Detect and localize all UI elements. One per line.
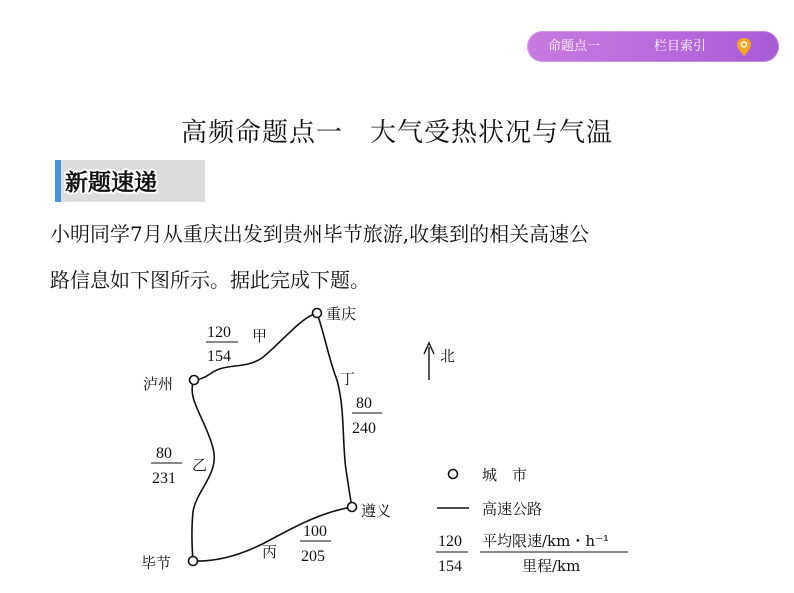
bing-speed: 100 bbox=[303, 523, 327, 540]
yi-distance: 231 bbox=[152, 470, 176, 487]
question-line-1: 小明同学7月从重庆出发到贵州毕节旅游,收集到的相关高速公 bbox=[50, 222, 590, 246]
bing-distance: 205 bbox=[301, 548, 325, 565]
ding-segment-name: 丁 bbox=[340, 370, 356, 388]
city-marker-chongqing bbox=[313, 309, 322, 318]
section-tag-label: 新题速递 bbox=[65, 170, 157, 196]
nav-topic-link[interactable]: 命题点一 bbox=[548, 39, 601, 54]
legend-distance-label: 里程/km bbox=[522, 557, 581, 575]
city-label-zunyi: 遵义 bbox=[361, 502, 392, 520]
jia-speed: 120 bbox=[207, 324, 231, 341]
north-label: 北 bbox=[440, 347, 456, 365]
bing-segment-name: 丙 bbox=[262, 543, 278, 561]
ding-speed: 80 bbox=[356, 395, 372, 412]
city-label-chongqing: 重庆 bbox=[326, 305, 357, 323]
page-title: 高频命题点一 大气受热状况与气温 bbox=[180, 118, 613, 148]
question-line-2: 路信息如下图所示。据此完成下题。 bbox=[50, 268, 370, 292]
city-marker-zunyi bbox=[348, 503, 357, 512]
legend-city-icon bbox=[449, 470, 458, 479]
city-marker-bijie bbox=[189, 557, 198, 566]
legend-city-label: 城 市 bbox=[482, 466, 528, 484]
legend-sample-distance: 154 bbox=[438, 558, 462, 575]
ding-distance: 240 bbox=[352, 420, 376, 437]
jia-segment-name: 甲 bbox=[252, 327, 268, 345]
yi-speed: 80 bbox=[156, 445, 172, 462]
route-ding bbox=[317, 313, 352, 507]
legend-sample-speed: 120 bbox=[438, 533, 462, 550]
legend-speed-label: 平均限速/km・h⁻¹ bbox=[482, 532, 609, 550]
yi-segment-name: 乙 bbox=[192, 456, 208, 474]
jia-distance: 154 bbox=[207, 348, 231, 365]
city-marker-luzhou bbox=[190, 376, 199, 385]
legend-highway-label: 高速公路 bbox=[482, 500, 543, 518]
city-label-luzhou: 泸州 bbox=[143, 375, 174, 393]
city-label-bijie: 毕节 bbox=[141, 554, 172, 572]
nav-index-link[interactable]: 栏目索引 bbox=[654, 39, 707, 54]
